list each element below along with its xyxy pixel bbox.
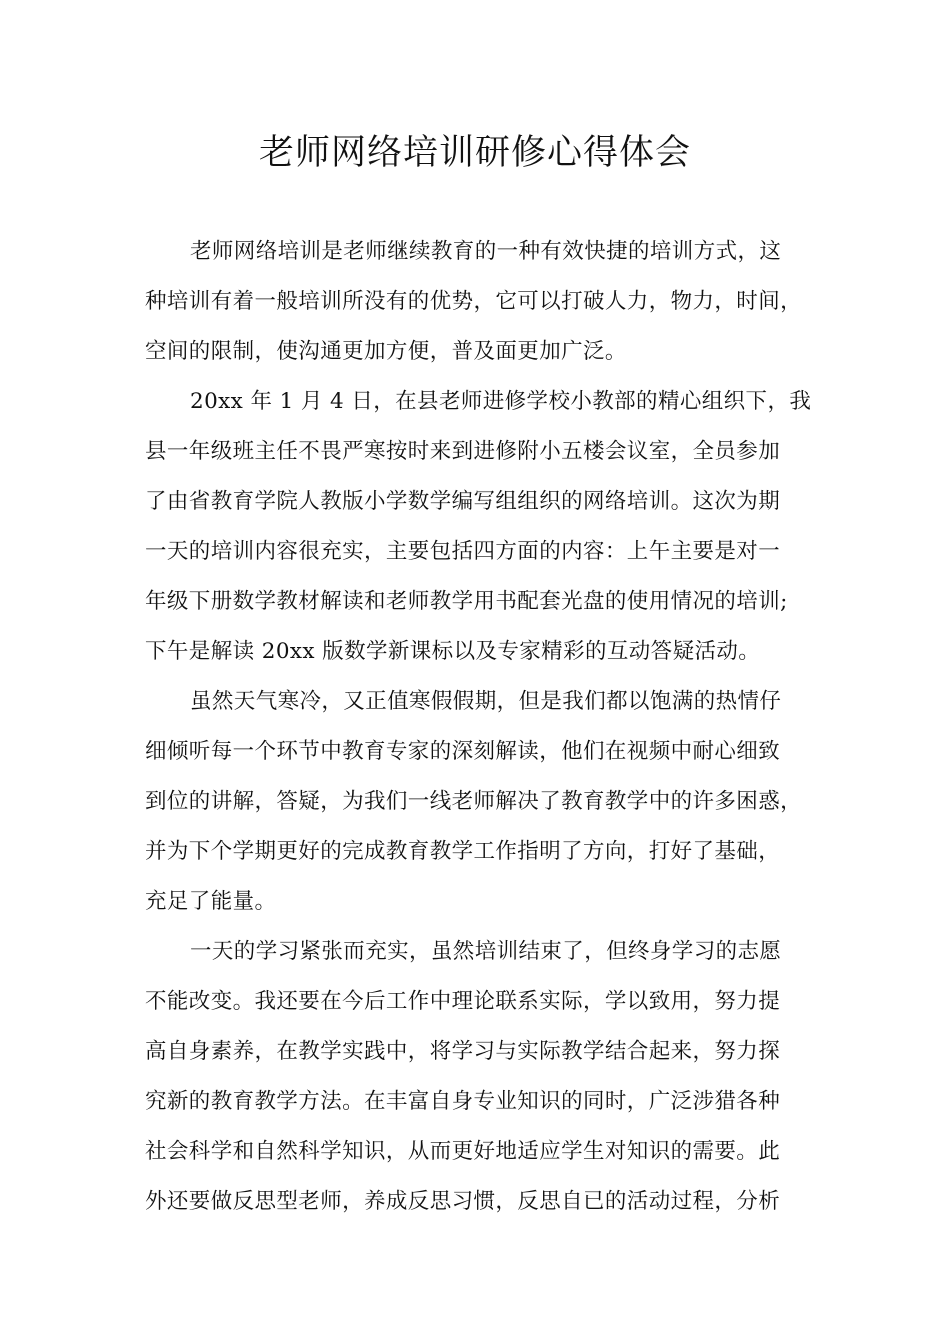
text-line: 并为下个学期更好的完成教育教学工作指明了方向，打好了基础， [145,839,781,864]
text-line: 到位的讲解，答疑，为我们一线老师解决了教育教学中的许多困惑， [145,789,803,814]
text-line: 20xx 年 1 月 4 日，在县老师进修学校小教部的精心组织下，我 [190,389,812,414]
text-line: 虽然天气寒冷，又正值寒假假期，但是我们都以饱满的热情仔 [190,689,782,714]
text-line: 种培训有着一般培训所没有的优势，它可以打破人力，物力，时间， [145,289,803,314]
document-body [145,230,815,1230]
text-line: 一天的学习紧张而充实，虽然培训结束了，但终身学习的志愿 [190,939,782,964]
text-line: 不能改变。我还要在今后工作中理论联系实际，学以致用，努力提 [145,989,781,1014]
text-line: 社会科学和自然科学知识，从而更好地适应学生对知识的需要。此 [145,1139,781,1164]
text-line: 一天的培训内容很充实，主要包括四方面的内容：上午主要是对一 [145,539,781,564]
text-line: 外还要做反思型老师，养成反思习惯，反思自已的活动过程，分析 [145,1189,781,1214]
text-line: 高自身素养，在教学实践中，将学习与实际教学结合起来，努力探 [145,1039,781,1064]
text-line: 究新的教育教学方法。在丰富自身专业知识的同时，广泛涉猎各种 [145,1089,781,1114]
text-line: 县一年级班主任不畏严寒按时来到进修附小五楼会议室，全员参加 [145,439,781,464]
text-line: 了由省教育学院人教版小学数学编写组组织的网络培训。这次为期 [145,489,781,514]
text-line: 细倾听每一个环节中教育专家的深刻解读，他们在视频中耐心细致 [145,739,781,764]
page-title: 老师网络培训研修心得体会 [258,133,691,173]
text-line: 充足了能量。 [145,889,277,914]
text-line: 下午是解读 20xx 版数学新课标以及专家精彩的互动答疑活动。 [145,639,761,664]
text-line: 年级下册数学教材解读和老师教学用书配套光盘的使用情况的培训; [145,589,788,614]
text-line: 老师网络培训是老师继续教育的一种有效快捷的培训方式，这 [190,239,782,264]
text-line: 空间的限制，使沟通更加方便，普及面更加广泛。 [145,339,627,364]
